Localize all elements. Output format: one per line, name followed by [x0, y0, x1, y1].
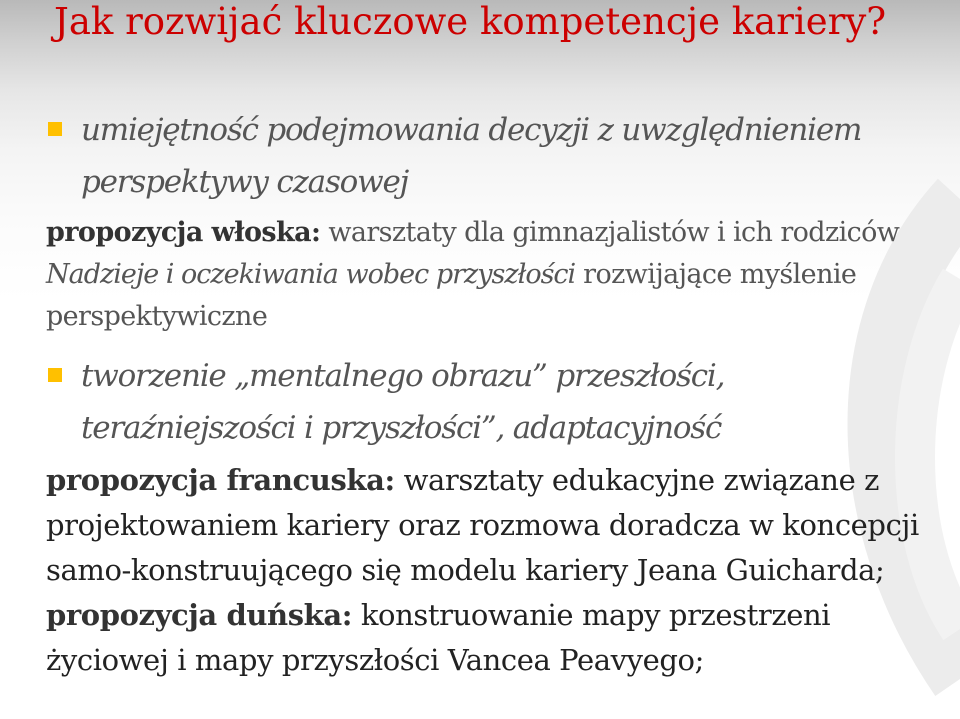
danish-proposal-text: konstruowanie mapy przestrzeni życiowej i mapy przyszłości Vancea Peavyego;: [46, 598, 831, 677]
slide-content: [46, 104, 946, 683]
square-bullet-icon: [48, 122, 62, 136]
bullet-decision-making: [46, 104, 946, 208]
french-proposal-lead: propozycja francuska:: [46, 463, 395, 497]
french-proposal-text: warsztaty edukacyjne związane z projektowaniem kariery oraz rozmowa doradcza w koncepcji samo-konstruującego się modelu kariery Jeana Guicharda;: [46, 463, 919, 587]
italian-proposal-text-end: rozwijające myślenie perspektywiczne: [46, 259, 857, 332]
bullet-text: tworzenie „mentalnego obrazu” przeszłości, teraźniejszości i przyszłości”, adaptacyjność: [81, 358, 725, 446]
danish-proposal: [46, 593, 946, 683]
slide-title: Jak rozwijać kluczowe kompetencje kariery?: [54, 0, 887, 43]
italian-proposal: [46, 212, 946, 338]
french-proposal: [46, 458, 946, 593]
italian-proposal-text: warsztaty dla gimnazjalistów i ich rodziców: [320, 217, 900, 248]
danish-proposal-lead: propozycja duńska:: [46, 598, 353, 632]
bullet-text: umiejętność podejmowania decyzji z uwzględnieniem perspektywy czasowej: [81, 112, 862, 200]
italian-workshop-title: Nadzieje i oczekiwania wobec przyszłości: [46, 259, 576, 290]
italian-proposal-lead: propozycja włoska:: [46, 217, 321, 248]
square-bullet-icon: [48, 368, 62, 382]
bullet-mental-image: [46, 350, 946, 454]
